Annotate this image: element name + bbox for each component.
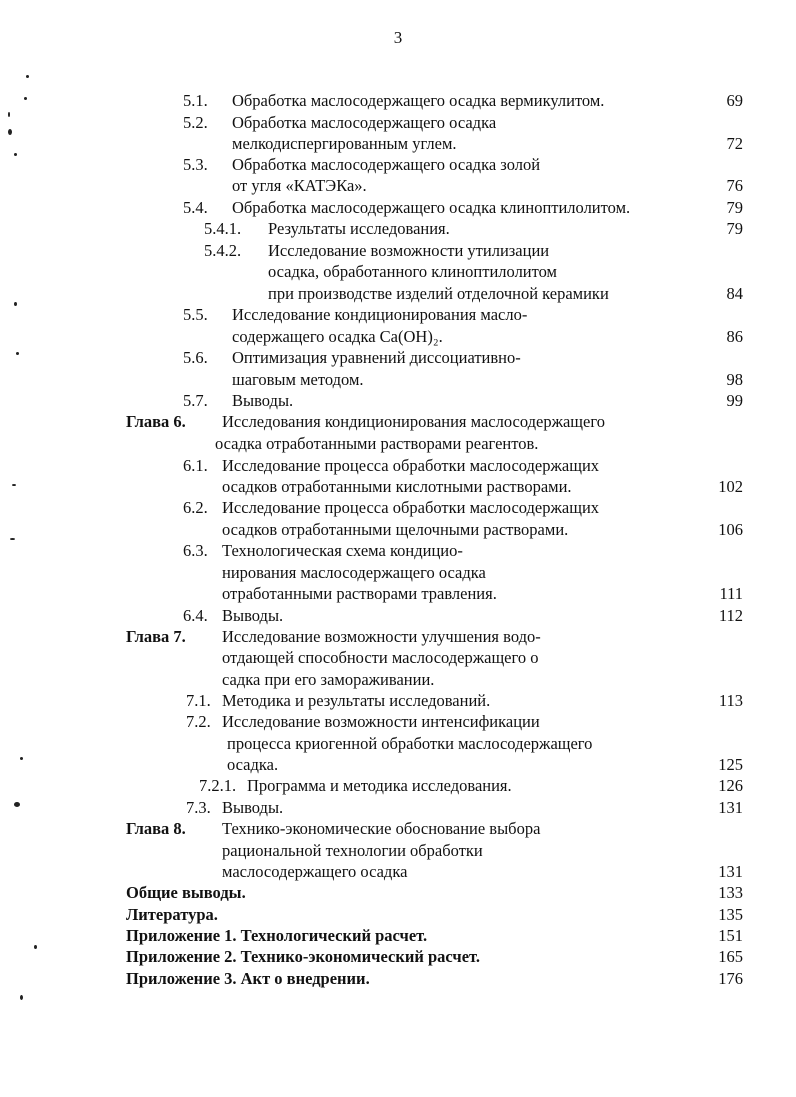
toc-title: осадков отработанными кислотными растворами. [222,477,572,496]
toc-title: содержащего осадка Ca(OH)₂. [232,327,443,346]
toc-page-number: 131 [718,798,743,817]
toc-page-number: 106 [718,520,743,539]
toc-page-number: 86 [726,327,743,346]
toc-title: процесса криогенной обработки маслосодержащего [227,734,593,753]
toc-title: Литература. [126,905,218,924]
toc-line [0,647,796,668]
toc-line [0,519,796,540]
toc-title: Приложение 3. Акт о внедрении. [126,969,370,988]
toc-number: 5.6. [183,348,208,367]
toc-title: Исследование процесса обработки маслосодержащих [222,456,600,475]
toc-line [0,946,796,967]
toc-number: 7.3. [186,798,211,817]
toc-page-number: 112 [718,606,743,625]
toc-line [0,218,796,239]
page-number: 3 [393,28,403,47]
toc-number: Глава 7. [126,627,186,646]
toc-title: Общие выводы. [126,883,246,902]
toc-page-number: 111 [719,584,743,603]
toc-number: 6.2. [183,498,208,517]
toc-number: 5.4.2. [204,241,242,260]
toc-page-number: 165 [718,947,743,966]
toc-number: 6.4. [183,606,208,625]
toc-number: 6.3. [183,541,208,560]
toc-page-number: 98 [726,370,743,389]
toc-line [0,369,796,390]
toc-page-number: 76 [726,176,743,195]
toc-number: 5.4.1. [204,219,242,238]
toc-line [0,112,796,133]
toc-line [0,775,796,796]
toc-line [0,476,796,497]
toc-line [0,882,796,903]
toc-title: осадка. [227,755,279,774]
toc-page-number: 151 [718,926,743,945]
toc-page-number: 79 [726,219,743,238]
toc-page-number: 176 [718,969,743,988]
toc-line [0,154,796,175]
toc-title: Методика и результаты исследований. [222,691,491,710]
toc-line [0,497,796,518]
toc-number: 7.2. [186,712,211,731]
toc-page-number: 84 [726,284,743,303]
toc-line [0,583,796,604]
toc-line [0,562,796,583]
toc-title: Обработка маслосодержащего осадка клиноптилолитом. [232,198,631,217]
toc-title: отработанными растворами травления. [222,584,497,603]
toc-number: Глава 8. [126,819,186,838]
toc-page-number: 79 [726,198,743,217]
toc-line [0,733,796,754]
toc-page-number: 69 [726,91,743,110]
toc-title: Обработка маслосодержащего осадка [232,113,497,132]
toc-page-number: 125 [718,755,743,774]
toc-title: Приложение 2. Технико-экономический расчет. [126,947,481,966]
toc-title: осадка, обработанного клиноптилолитом [268,262,557,281]
toc-number: 5.2. [183,113,208,132]
toc-line [0,904,796,925]
toc-line [0,455,796,476]
toc-title: Оптимизация уравнений диссоциативно- [232,348,521,367]
toc-page-number: 133 [718,883,743,902]
toc-line [0,690,796,711]
toc-title: Исследование возможности интенсификации [222,712,540,731]
toc-line [0,240,796,261]
toc-number: 5.3. [183,155,208,174]
toc-line [0,304,796,325]
toc-title: Технико-экономические обоснование выбора [222,819,541,838]
toc-line [0,90,796,111]
toc-title: осадков отработанными щелочными растворами. [222,520,569,539]
toc-title: от угля «КАТЭКа». [232,176,367,195]
toc-title: Выводы. [222,606,284,625]
toc-number: 5.4. [183,198,208,217]
toc-title: нирования маслосодержащего осадка [222,563,486,582]
toc-line [0,261,796,282]
toc-line [0,861,796,882]
toc-title: отдающей способности маслосодержащего о [222,648,539,667]
toc-title: шаговым методом. [232,370,364,389]
toc-line [0,390,796,411]
toc-line [0,411,796,432]
toc-line [0,840,796,861]
toc-number: 7.2.1. [199,776,237,795]
toc-line [0,626,796,647]
toc-page-number: 126 [718,776,743,795]
toc-line [0,754,796,775]
toc-line [0,797,796,818]
toc-number: 7.1. [186,691,211,710]
toc-title: Исследование возможности утилизации [268,241,550,260]
toc-title: при производстве изделий отделочной керамики [268,284,609,303]
toc-page-number: 135 [718,905,743,924]
toc-title: Результаты исследования. [268,219,450,238]
toc-title: Программа и методика исследования. [247,776,512,795]
toc-line [0,968,796,989]
toc-number: 6.1. [183,456,208,475]
toc-number: 5.5. [183,305,208,324]
toc-title: садка при его замораживании. [222,670,435,689]
toc-title: Обработка маслосодержащего осадка золой [232,155,541,174]
toc-line [0,283,796,304]
toc-title: Выводы. [232,391,294,410]
toc-title: маслосодержащего осадка [222,862,408,881]
toc-page-number: 99 [726,391,743,410]
toc-title: рациональной технологии обработки [222,841,483,860]
toc-title: мелкодиспергированным углем. [232,134,457,153]
toc-line [0,197,796,218]
toc-title: Исследование возможности улучшения водо- [222,627,541,646]
toc-title: Обработка маслосодержащего осадка вермикулитом. [232,91,605,110]
toc-page-number: 113 [718,691,743,710]
toc-page-number: 72 [726,134,743,153]
toc-title: Исследования кондиционирования маслосодержащего [222,412,605,431]
toc-line [0,133,796,154]
toc-line [0,347,796,368]
toc-number: 5.7. [183,391,208,410]
toc-title: Приложение 1. Технологический расчет. [126,926,428,945]
toc-page-number: 102 [718,477,743,496]
toc-line [0,175,796,196]
toc-title: Технологическая схема кондицио- [222,541,463,560]
toc-title: Исследование кондиционирования масло- [232,305,528,324]
toc-page-number: 131 [718,862,743,881]
toc-line [0,326,796,347]
toc-line [0,925,796,946]
toc-line [0,540,796,561]
toc-title: Исследование процесса обработки маслосодержащих [222,498,600,517]
toc-line [0,711,796,732]
toc-title: Выводы. [222,798,284,817]
toc-line [0,433,796,454]
toc-line [0,605,796,626]
toc-number: Глава 6. [126,412,186,431]
toc-title: осадка отработанными растворами реагентов. [215,434,539,453]
toc-line [0,818,796,839]
toc-number: 5.1. [183,91,208,110]
toc-line [0,669,796,690]
